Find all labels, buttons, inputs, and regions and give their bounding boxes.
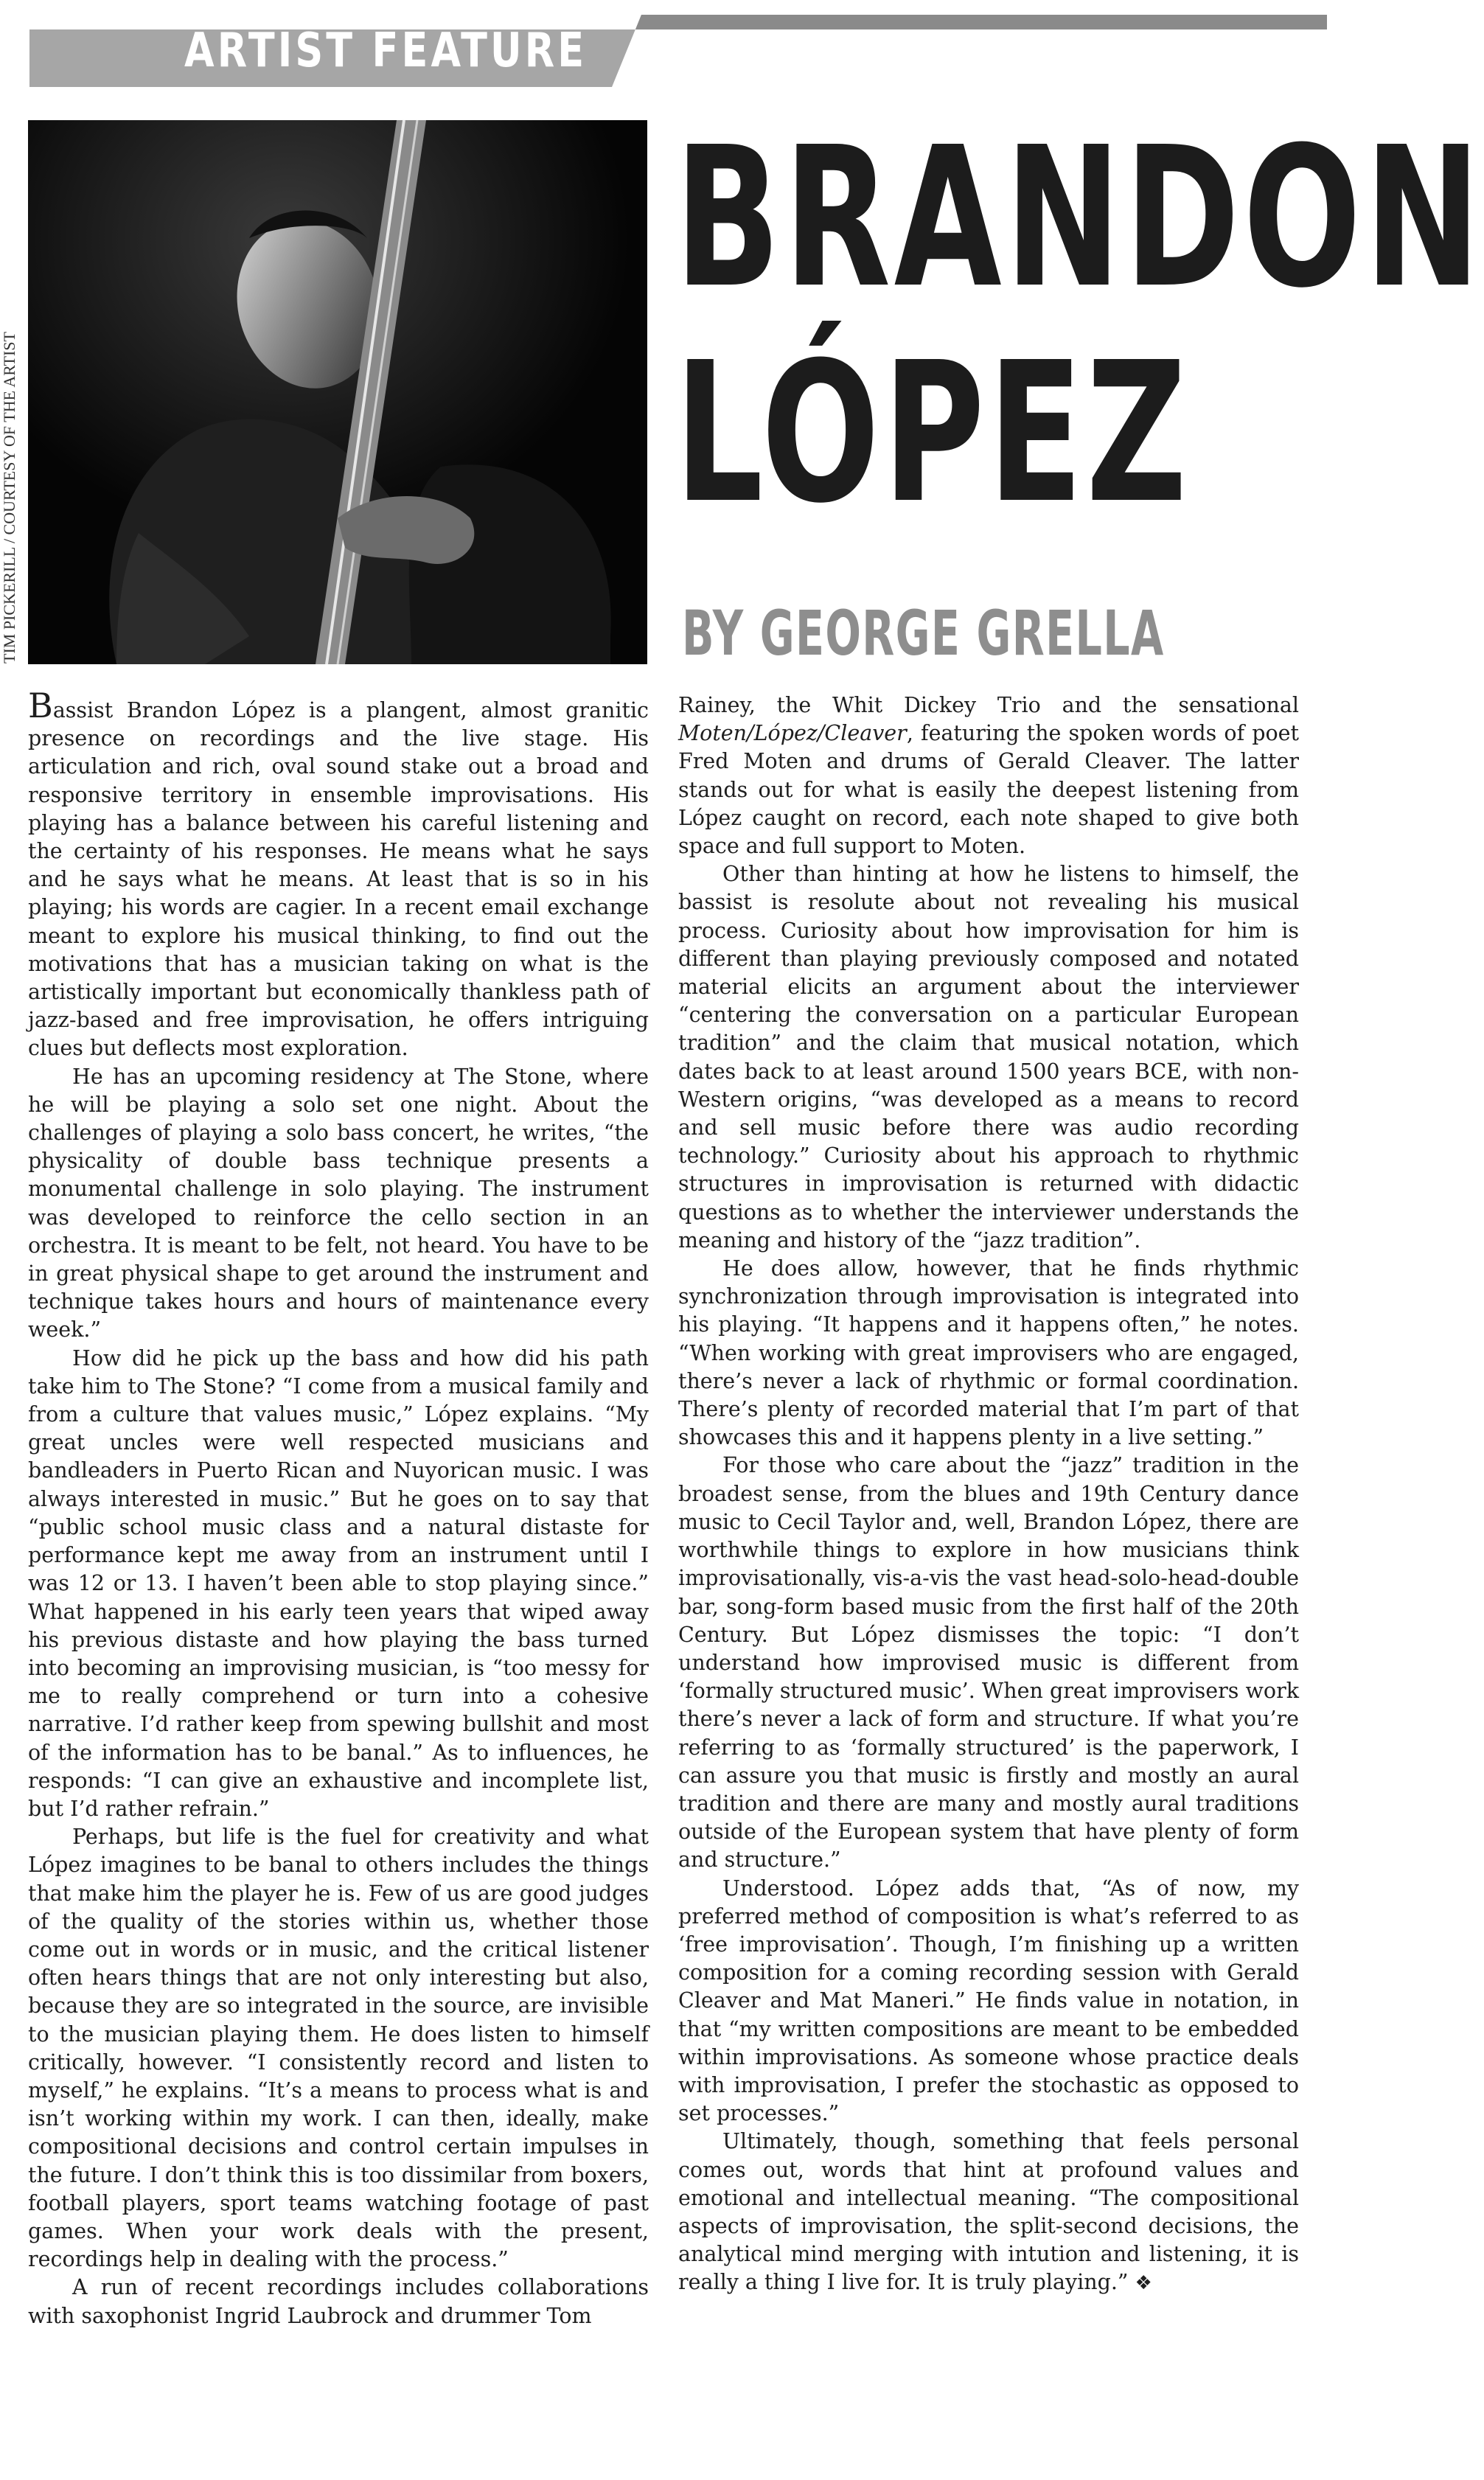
paragraph-4: Perhaps, but life is the fuel for creativity and what López imagines to be banal to others includes the things that make him the player he is. Few of us are good judges of the quality of the stories within us, whether those come out in words or in music, and the critical listener often hears things that are not only interesting but also, because they are so integrated in the source, are invisible to the musician playing them. He does listen to himself critically, however. “I consistently record and listen to myself,” he explains. “It’s a means to process what is and isn’t working within my work. I can then, ideally, make compositional decisions and control certain impulses in the future. I don’t think this is too dissimilar from boxers, football players, sport teams watching footage of past games. When your work deals with the present, recordings help in dealing with the process.” [28,1825,649,2272]
article-headline [675,105,1484,546]
photo-credit: TIM PICKERILL / COURTESY OF THE ARTIST [0,331,18,663]
paragraph-10-text: Ultimately, though, something that feels personal comes out, words that hint at profound values and emotional and intellectual meaning. “The compositional aspects of improvisation, the split-second decisions, the analytical mind merging with intution and listening, it is really a thing I live for. It is truly playing.” [678,2129,1299,2295]
paragraph-5: A run of recent recordings includes collaborations with saxophonist Ingrid Laubrock and drummer Tom [28,2275,649,2328]
section-label: ARTIST FEATURE [184,24,588,78]
headline-line-2: LÓPEZ [675,321,1191,546]
paragraph-3: How did he pick up the bass and how did his path take him to The Stone? “I come from a musical family and from a culture that values music,” López explains. “My great uncles were well respected musicians and bandleaders in Puerto Rican and Nuyorican music. I was always interested in music.” But he goes on to say that “public school music class and a natural distaste for performance kept me away from an instrument until I was 12 or 13. I haven’t been able to stop playing since.” What happened in his early teen years that wiped away his previous distaste and how playing the bass turned into becoming an improvising musician, is “too messy for me to really comprehend or turn into a cohesive narrative. I’d rather keep from spewing bullshit and most of the information has to be banal.” As to influences, he responds: “I can give an exhaustive and incomplete list, but I’d rather refrain.” [28,1345,649,1821]
paragraph-5-continued [678,692,1299,860]
artist-photo [28,120,647,664]
paragraph-1-text: assist Brandon López is a plangent, almost granitic presence on recordings and the live stage. His articulation and rich, oval sound stake out a broad and responsive territory in ensemble improvisations. His playing has a balance between his careful listening and the certainty of his responses. He means what he says and he says what he means. At least that is so in his playing; his words are cagier. In a recent email exchange meant to explore his musical thinking, to find out the motivations that has a musician taking on what is the artistically important but economically thankless path of jazz-based and free improvisation, he offers intriguing clues but deflects most exploration. [28,698,649,1061]
paragraph-1 [28,686,649,1063]
byline: BY GEORGE GRELLA [682,597,1165,669]
bassist-photo-illustration [28,120,647,664]
paragraph-5-cont-text-a: Rainey, the Whit Dickey Trio and the sensational [678,693,1299,717]
paragraph-9: Understood. López adds that, “As of now, my preferred method of composition is what’s referred to as ‘free improvisation’. Though, I’m finishing up a written composition for a coming recording session with Gerald Cleaver and Mat Maneri.” He finds value in notation, in that “my written compositions are meant to be embedded within improvisations. As someone whose practice deals with improvisation, I prefer the stochastic as opposed to set processes.” [678,1875,1299,2126]
paragraph-8: For those who care about the “jazz” tradition in the broadest sense, from the blues and 19th Century dance music to Cecil Taylor and, well, Brandon López, there are worthwhile things to explore in how musicians think improvisationally, vis-a-vis the vast head-solo-head-double bar, song-form based music from the first half of the 20th Century. But López dismisses the topic: “I don’t understand how improvised music is different from ‘formally structured music’. When great improvisers work there’s never a lack of form and structure. If what you’re referring to as ‘formally structured’ is the paperwork, I can assure you that music is firstly and mostly an aural tradition and there are many and mostly aural traditions outside of the European system that have plenty of form and structure.” [678,1453,1299,1873]
paragraph-10 [678,2128,1299,2297]
paragraph-7: He does allow, however, that he finds rhythmic synchronization through improvisation is integrated into his playing. “It happens and it happens often,” he notes. “When working with great improvisers who are engaged, there’s never a lack of rhythmic or formal coordination. There’s plenty of recorded material that I’m part of that showcases this and it happens plenty in a live setting.” [678,1256,1299,1450]
headline-line-1: BRANDON [675,105,1484,330]
article-column-right [678,692,1299,2298]
drop-cap: B [28,686,53,725]
paragraph-5-cont-text-b: , featuring the spoken words of poet Fred Moten and drums of Gerald Cleaver. The latter stands out for what is easily the deepest listening from López caught on record, each note shaped to give both space and full support to Moten. [678,721,1299,859]
paragraph-6: Other than hinting at how he listens to himself, the bassist is resolute about not revealing his musical process. Curiosity about how improvisation for him is different than playing previously composed and notated material elicits an argument about the interviewer “centering the conversation on a particular European tradition” and the claim that musical notation, which dates back to at least around 1500 years BCE, with non-Western origins, “was developed as a means to record and sell music before there was audio recording technology.” Curiosity about his approach to rhythmic structures in improvisation is returned with didactic questions as to whether the interviewer understands the meaning and history of the “jazz tradition”. [678,862,1299,1253]
end-mark-icon: ❖ [1135,2272,1152,2295]
section-header-band [29,15,1327,87]
article-column-left [28,686,649,2330]
paragraph-2: He has an upcoming residency at The Stone, where he will be playing a solo set one night. About the challenges of playing a solo bass concert, he writes, “the physicality of double bass technique presents a monumental challenge in solo playing. The instrument was developed to reinforce the cello section in an orchestra. It is meant to be felt, not heard. You have to be in great physical shape to get around the instrument and technique takes hours and hours of maintenance every week.” [28,1064,649,1342]
album-title: Moten/López/Cleaver [678,721,907,746]
